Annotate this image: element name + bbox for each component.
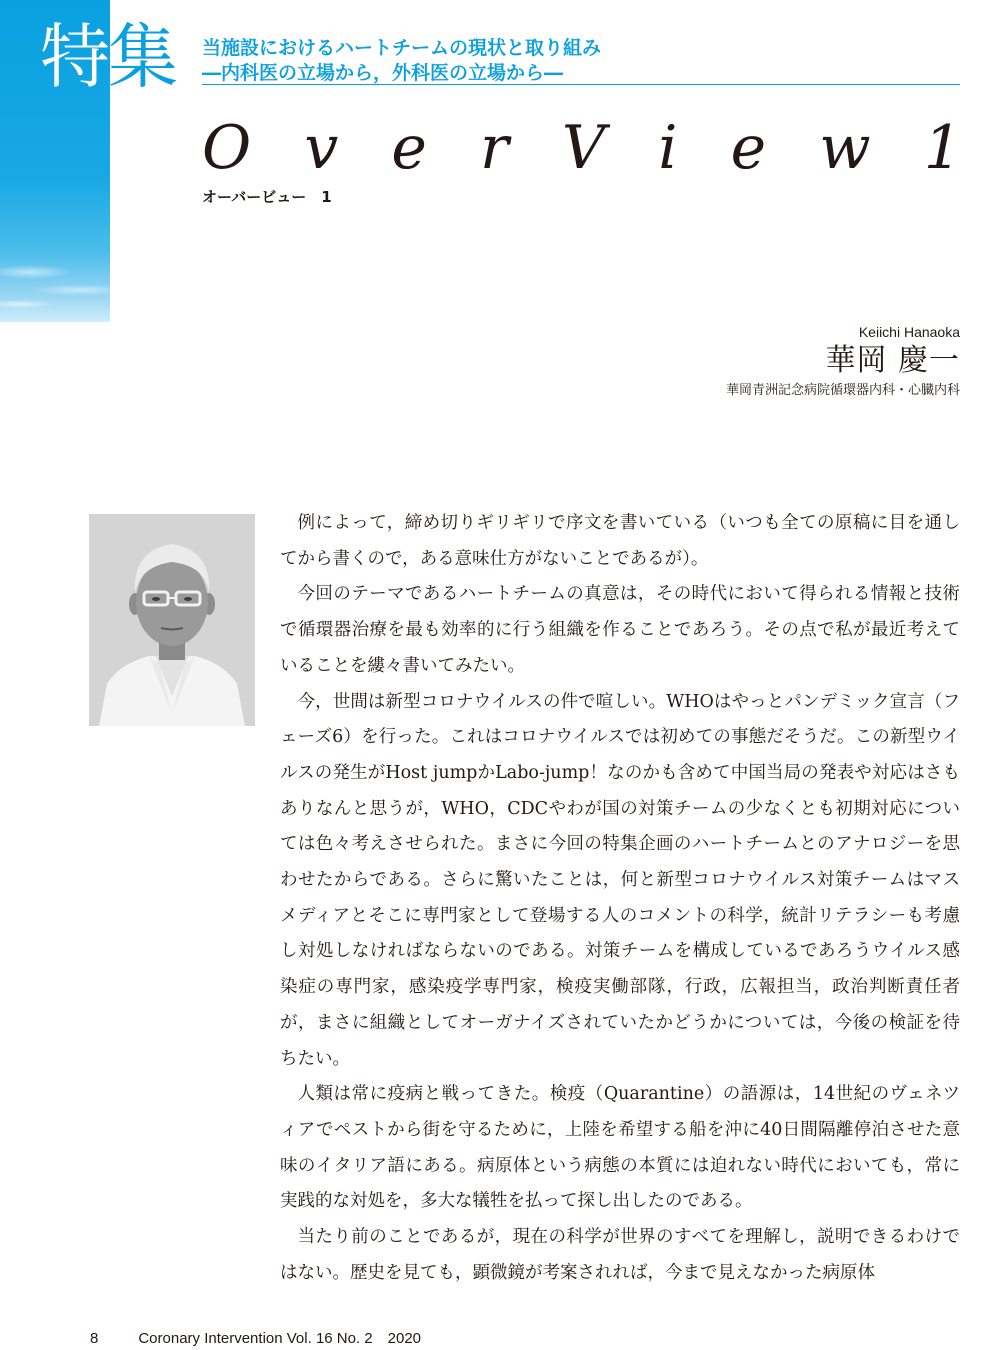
overview-letter: v bbox=[304, 113, 339, 183]
body-paragraph: 当たり前のことであるが，現在の科学が世界のすべてを理解し，説明できるわけではない。歴史を見ても，顕微鏡が考案されれば，今まで見えなかった病原体 bbox=[280, 1227, 960, 1283]
overview-letter: w bbox=[819, 113, 871, 183]
author-photo bbox=[89, 514, 255, 726]
article-body bbox=[280, 506, 960, 1291]
overview-subtitle: オーバービュー 1 bbox=[202, 188, 332, 206]
overview-letter: V bbox=[561, 113, 606, 183]
sky-cloud-decoration bbox=[0, 232, 110, 322]
overview-letter: 1 bbox=[923, 113, 962, 183]
overview-letter: e bbox=[730, 113, 767, 183]
body-paragraph: 今回のテーマであるハートチームの真意は，その時代において得られる情報と技術で循環器治療を最も効率的に行う組織を作ることであろう。その点で私が最近考えていることを縷々書いてみたい。 bbox=[280, 584, 960, 676]
page-number: 8 bbox=[90, 1330, 99, 1347]
header-rule bbox=[202, 84, 960, 85]
page-footer bbox=[90, 1327, 421, 1348]
author-portrait-illustration bbox=[89, 514, 255, 726]
feature-label-char-2: 集 bbox=[108, 16, 176, 98]
feature-label-char-1: 特 bbox=[40, 16, 108, 98]
journal-citation: Coronary Intervention Vol. 16 No. 2 2020 bbox=[138, 1330, 422, 1347]
author-block bbox=[726, 322, 960, 402]
body-paragraph: 例によって，締め切りギリギリで序文を書いている（いつも全ての原稿に目を通してから書くので，ある意味仕方がないことであるが）。 bbox=[280, 513, 960, 569]
overview-heading bbox=[202, 113, 962, 183]
author-name-ja: 華岡 慶一 bbox=[825, 343, 960, 378]
feature-title-line-2: ―内科医の立場から，外科医の立場から― bbox=[202, 62, 564, 84]
author-affiliation: 華岡青洲記念病院循環器内科・心臓内科 bbox=[725, 383, 960, 398]
overview-letter: e bbox=[391, 113, 427, 183]
feature-label bbox=[40, 16, 176, 98]
overview-letter: r bbox=[480, 113, 509, 183]
body-paragraph: 人類は常に疫病と戦ってきた。検疫（Quarantine）の語源は，14世紀のヴェネツィアでペストから街を守るために，上陸を希望する船を沖に40日間隔離停泊させた意味のイタリア語にある。病原体という病態の本質には迫れない時代においても，常に実践的な対処を，多大な犠牲を払って探し出したのである。 bbox=[280, 1084, 960, 1212]
feature-title bbox=[202, 36, 601, 86]
feature-title-line-1: 当施設におけるハートチームの現状と取り組み bbox=[202, 37, 602, 59]
overview-letter: O bbox=[202, 113, 252, 183]
overview-letter: i bbox=[658, 113, 678, 183]
body-paragraph: 今，世間は新型コロナウイルスの件で喧しい。WHOはやっとパンデミック宣言（フェーズ6）を行った。これはコロナウイルスでは初めての事態だそうだ。この新型ウイルスの発生がHost jumpかLabo-jump！なのかも含めて中国当局の発表や対応はさもありなんと思うが，WHO，CDCやわが国の対策チームの少なくとも初期対応については色々考えさせられた。まさに今回の特集企画のハートチームとのアナロジーを思わせたからである。さらに驚いたことは，何と新型コロナウイルス対策チームはマスメディアとそこに専門家として登場する人のコメントの科学，統計リテラシーも考慮し対処しなければならないのである。対策チームを構成しているであろうウイルス感染症の専門家，感染疫学専門家，検疫実働部隊，行政，広報担当，政治判断責任者が，まさに組織としてオーガナイズされていたかどうかについては，今後の検証を待ちたい。 bbox=[280, 691, 960, 1069]
author-name-en: Keiichi Hanaoka bbox=[858, 324, 960, 340]
